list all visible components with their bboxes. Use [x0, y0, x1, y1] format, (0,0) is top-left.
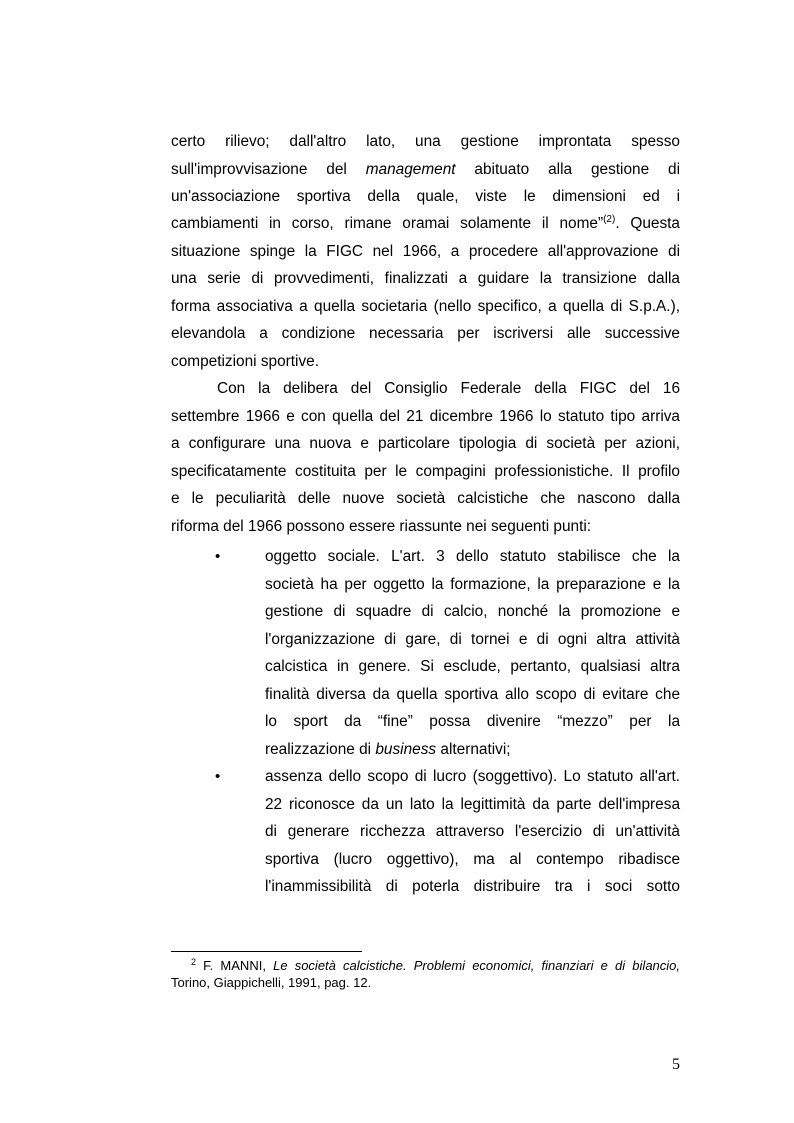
list-item-line: calcistica in genere. Si esclude, pertanto, qualsiasi altra — [265, 658, 680, 675]
text-line: Con la delibera del Consiglio Federale della FIGC del 16 — [217, 380, 680, 397]
page-number: 5 — [672, 1056, 680, 1073]
footnote-separator — [171, 951, 362, 952]
text-line: specificatamente costituita per le compagini professionistiche. Il profilo — [171, 463, 680, 480]
bullet-icon: • — [215, 768, 221, 785]
list-item-line: finalità diversa da quella sportiva allo scopo di evitare che — [265, 686, 680, 703]
list-item-line: oggetto sociale. L'art. 3 dello statuto stabilisce che la — [265, 548, 680, 565]
list-item-line: realizzazione di business alternativi; — [265, 741, 511, 758]
text-line: elevandola a condizione necessaria per iscriversi alle successive — [171, 325, 680, 342]
text-line: situazione spinge la FIGC nel 1966, a procedere all'approvazione di — [171, 243, 680, 260]
text-line: settembre 1966 e con quella del 21 dicembre 1966 lo statuto tipo arriva — [171, 408, 680, 425]
text-line: competizioni sportive. — [171, 353, 319, 370]
text-line: un'associazione sportiva della quale, viste le dimensioni ed i — [171, 188, 680, 205]
list-item-line: l'organizzazione di gare, di tornei e di ogni altra attività — [265, 631, 680, 648]
list-item-line: assenza dello scopo di lucro (soggettivo). Lo statuto all'art. — [265, 768, 680, 785]
footnote-number: 2 — [191, 957, 197, 967]
text-line: certo rilievo; dall'altro lato, una gestione improntata spesso — [171, 133, 680, 150]
list-item-line: sportiva (lucro oggettivo), ma al contempo ribadisce — [265, 851, 680, 868]
list-item-line: lo sport da “fine” possa divenire “mezzo” per la — [265, 713, 680, 730]
text-line: una serie di provvedimenti, finalizzati a guidare la transizione dalla — [171, 270, 680, 287]
text-line: e le peculiarità delle nuove società calcistiche che nascono dalla — [171, 490, 680, 507]
footnote-line: $^2$ F. MANNI, Le società calcistiche. Problemi economici, finanziari e di bilancio, — [191, 957, 681, 973]
list-item-line: gestione di squadre di calcio, nonché la promozione e — [265, 603, 680, 620]
footnote-line: Torino, Giappichelli, 1991, pag. 12. — [171, 975, 372, 990]
text-line: cambiamenti in corso, rimane oramai solamente il nome”$^{(2)}$. Questa — [171, 214, 680, 232]
bullet-icon: • — [215, 548, 221, 565]
text-line: forma associativa a quella societaria (nello specifico, a quella di S.p.A.), — [171, 298, 680, 315]
list-item-line: l'inammissibilità di poterla distribuire tra i soci sotto — [265, 878, 680, 895]
text-line: riforma del 1966 possono essere riassunte nei seguenti punti: — [171, 518, 592, 535]
footnote-reference: (2) — [603, 214, 616, 225]
text-line: a configurare una nuova e particolare tipologia di società per azioni, — [171, 435, 680, 452]
list-item-line: 22 riconosce da un lato la legittimità da parte dell'impresa — [265, 796, 680, 813]
list-item-line: società ha per oggetto la formazione, la preparazione e la — [265, 576, 680, 593]
text-line: sull'improvvisazione del management abituato alla gestione di — [171, 161, 681, 178]
list-item-line: di generare ricchezza attraverso l'esercizio di un'attività — [265, 823, 680, 840]
